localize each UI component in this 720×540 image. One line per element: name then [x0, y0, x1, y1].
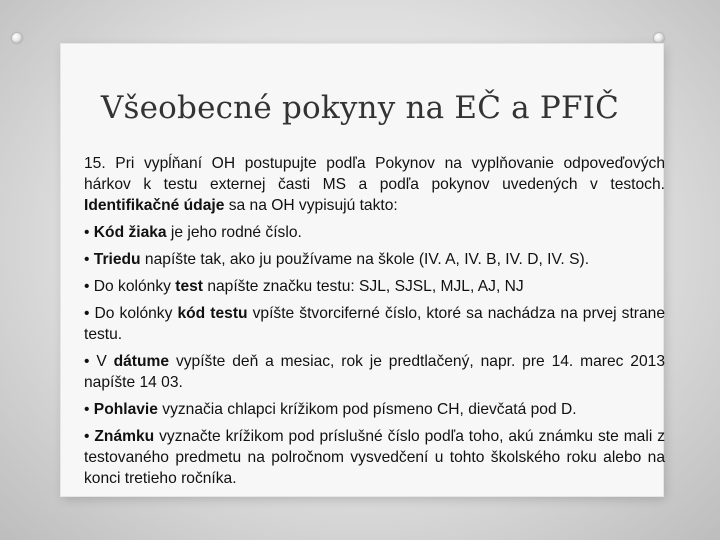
bullet-prefix: • Do kolónky [84, 305, 178, 322]
bullet-text: vpíšte štvorciferné číslo, ktoré sa nachádza na prvej strane testu. [84, 305, 666, 343]
bullet-keyword: Známku [94, 428, 155, 445]
bullet-keyword: Kód žiaka [93, 224, 167, 241]
bullet-text: je jeho rodné číslo. [166, 224, 302, 241]
bullet-prefix: • [84, 224, 94, 241]
bullet-keyword: kód testu [177, 305, 248, 322]
bullet-item [84, 399, 665, 420]
bullet-keyword: Triedu [93, 251, 141, 268]
bullet-item [84, 222, 665, 243]
bullet-keyword: Pohlavie [93, 401, 158, 418]
bullet-prefix: • Do kolónky [84, 278, 176, 295]
bullet-keyword: test [175, 278, 203, 295]
intro-text: 15. Pri vypĺňaní OH postupujte podľa Pokynov na vyplňovanie odpoveďových hárkov k testu externej časti MS a podľa pokynov uvedených v testoch. [84, 155, 665, 193]
bullet-text: vyznačte krížikom pod príslušné číslo podľa toho, akú známku ste mali z testovaného predmetu na polročnom vysvedčení u tohto školského roku alebo na konci tretieho ročníka. [84, 428, 666, 487]
bullet-prefix: • [84, 428, 95, 445]
bullet-item [84, 351, 665, 393]
bullet-keyword: dátume [113, 353, 170, 370]
intro-paragraph [84, 153, 665, 216]
slide-body [84, 153, 665, 495]
bullet-text: vypíšte deň a mesiac, rok je predtlačený, napr. pre 14. marec 2013 napíšte 14 03. [84, 353, 666, 391]
intro-bold: Identifikačné údaje [84, 197, 225, 214]
bullet-prefix: • [84, 401, 94, 418]
pushpin-icon [12, 33, 22, 43]
bullet-text: vyznačia chlapci krížikom pod písmeno CH, dievčatá pod D. [157, 401, 577, 418]
intro-text-end: sa na OH vypisujú takto: [224, 197, 398, 214]
bullet-item [84, 276, 665, 297]
bullet-prefix: • V [84, 353, 114, 370]
bullet-prefix: • [84, 251, 94, 268]
bullet-item [84, 303, 665, 345]
bullet-text: napíšte značku testu: SJL, SJSL, MJL, AJ, NJ [203, 278, 524, 295]
bullet-item [84, 249, 665, 270]
pushpin-icon [654, 33, 664, 43]
bullet-text: napíšte tak, ako ju používame na škole (IV. A, IV. B, IV. D, IV. S). [140, 251, 590, 268]
bullet-item [84, 426, 665, 489]
slide-title: Všeobecné pokyny na EČ a PFIČ [100, 90, 620, 126]
